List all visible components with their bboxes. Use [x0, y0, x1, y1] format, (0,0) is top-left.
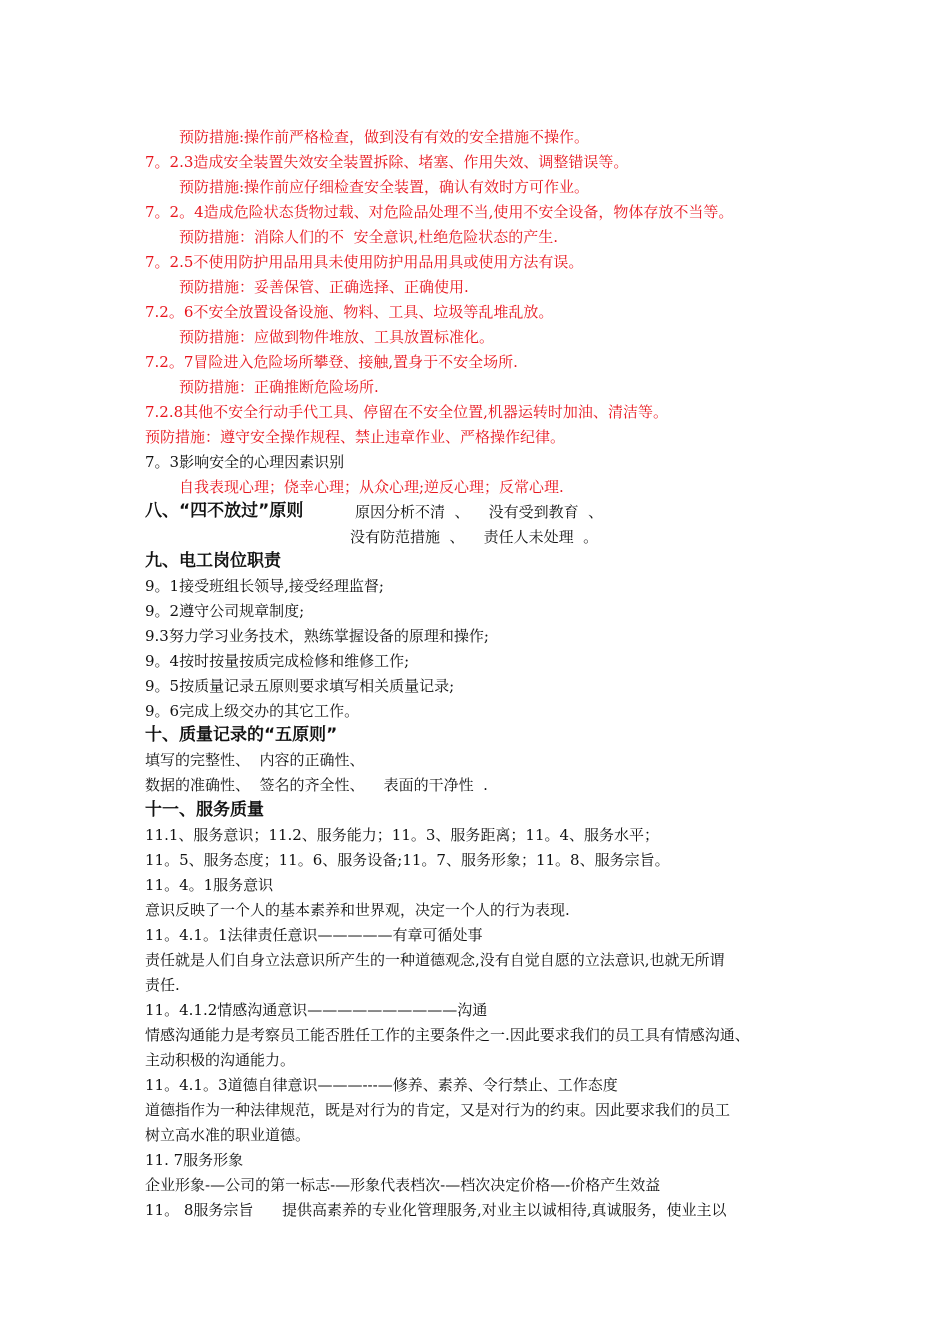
section-heading-11: 十一、服务质量	[145, 800, 264, 820]
body-line: 11. 7服务形象	[145, 1151, 244, 1169]
body-line: 11。4.1。1法律责任意识—————有章可循处事	[145, 926, 483, 944]
hazard-line: 7。2。4造成危险状态货物过载、对危险品处理不当,使用不安全设备，物体存放不当等。	[145, 203, 734, 221]
measure-line: 预防措施:操作前严格检查，做到没有有效的安全措施不操作。	[179, 128, 590, 146]
body-line: 情感沟通能力是考察员工能否胜任工作的主要条件之一.因此要求我们的员工具有情感沟通、	[145, 1026, 750, 1044]
record-principles-line: 数据的准确性、 签名的齐全性、 表面的干净性 .	[145, 776, 488, 794]
duty-item: 9.3努力学习业务技术，熟练掌握设备的原理和操作;	[145, 627, 489, 645]
body-line: 树立高水准的职业道德。	[145, 1126, 311, 1144]
duty-item: 9。4按时按量按质完成检修和维修工作;	[145, 652, 410, 670]
body-line: 责任.	[145, 976, 180, 994]
subsection-line: 7。3影响安全的心理因素识别	[145, 453, 345, 471]
body-line: 主动积极的沟通能力。	[145, 1051, 296, 1069]
section-heading-9: 九、电工岗位职责	[145, 551, 281, 571]
body-line: 意识反映了一个人的基本素养和世界观，决定一个人的行为表现.	[145, 901, 570, 919]
hazard-line: 7。2.5不使用防护用品用具未使用防护用品用具或使用方法有误。	[145, 253, 584, 271]
body-line: 11。 8服务宗旨 提供高素养的专业化管理服务,对业主以诚相待,真诚服务，使业主以	[145, 1201, 727, 1219]
duty-item: 9。6完成上级交办的其它工作。	[145, 702, 360, 720]
hazard-line: 7.2。6不安全放置设备设施、物料、工具、垃圾等乱堆乱放。	[145, 303, 554, 321]
duty-item: 9。2遵守公司规章制度;	[145, 602, 305, 620]
measure-line: 预防措施：妥善保管、正确选择、正确使用.	[179, 278, 469, 296]
record-principles-line: 填写的完整性、 内容的正确性、	[145, 751, 365, 769]
body-line: 责任就是人们自身立法意识所产生的一种道德观念,没有自觉自愿的立法意识,也就无所谓	[145, 951, 725, 969]
duty-item: 9。5按质量记录五原则要求填写相关质量记录;	[145, 677, 455, 695]
hazard-line: 7.2.8其他不安全行动手代工具、停留在不安全位置,机器运转时加油、清洁等。	[145, 403, 668, 421]
section-heading-8: 八、“四不放过”原则	[145, 501, 304, 521]
body-line: 道德指作为一种法律规范，既是对行为的肯定，又是对行为的约束。因此要求我们的员工	[145, 1101, 731, 1119]
body-line: 11。4。1服务意识	[145, 876, 274, 894]
section-heading-10: 十、质量记录的“五原则”	[145, 725, 338, 745]
body-line: 11.1、服务意识；11.2、服务能力；11。3、服务距离；11。4、服务水平；	[145, 826, 660, 844]
measure-line: 预防措施：应做到物件堆放、工具放置标准化。	[179, 328, 495, 346]
body-line: 11。5、服务态度；11。6、服务设备;11。7、服务形象；11。8、服务宗旨。	[145, 851, 670, 869]
hazard-line: 7.2。7冒险进入危险场所攀登、接触,置身于不安全场所.	[145, 353, 518, 371]
duty-item: 9。1接受班组长领导,接受经理监督;	[145, 577, 384, 595]
body-line: 企业形象-—公司的第一标志-—形象代表档次-—档次决定价格—-价格产生效益	[145, 1176, 661, 1194]
measure-line: 预防措施：正确推断危险场所.	[179, 378, 379, 396]
measure-line: 预防措施:操作前应仔细检查安全装置，确认有效时方可作业。	[179, 178, 590, 196]
four-principles-line-2: 没有防范措施 、 责任人未处理 。	[350, 528, 599, 546]
hazard-line: 7。2.3造成安全装置失效安全装置拆除、堵塞、作用失效、调整错误等。	[145, 153, 629, 171]
measure-line: 预防措施：消除人们的不 安全意识,杜绝危险状态的产生.	[179, 228, 559, 246]
psychology-line: 自我表现心理；侥幸心理；从众心理;逆反心理；反常心理.	[179, 478, 564, 496]
four-principles-line-1: 原因分析不清 、 没有受到教育 、	[355, 503, 604, 521]
body-line: 11。4.1。3道德自律意识———---—修养、素养、令行禁止、工作态度	[145, 1076, 618, 1094]
measure-line: 预防措施：遵守安全操作规程、禁止违章作业、严格操作纪律。	[145, 428, 566, 446]
body-line: 11。4.1.2情感沟通意识——————————沟通	[145, 1001, 488, 1019]
